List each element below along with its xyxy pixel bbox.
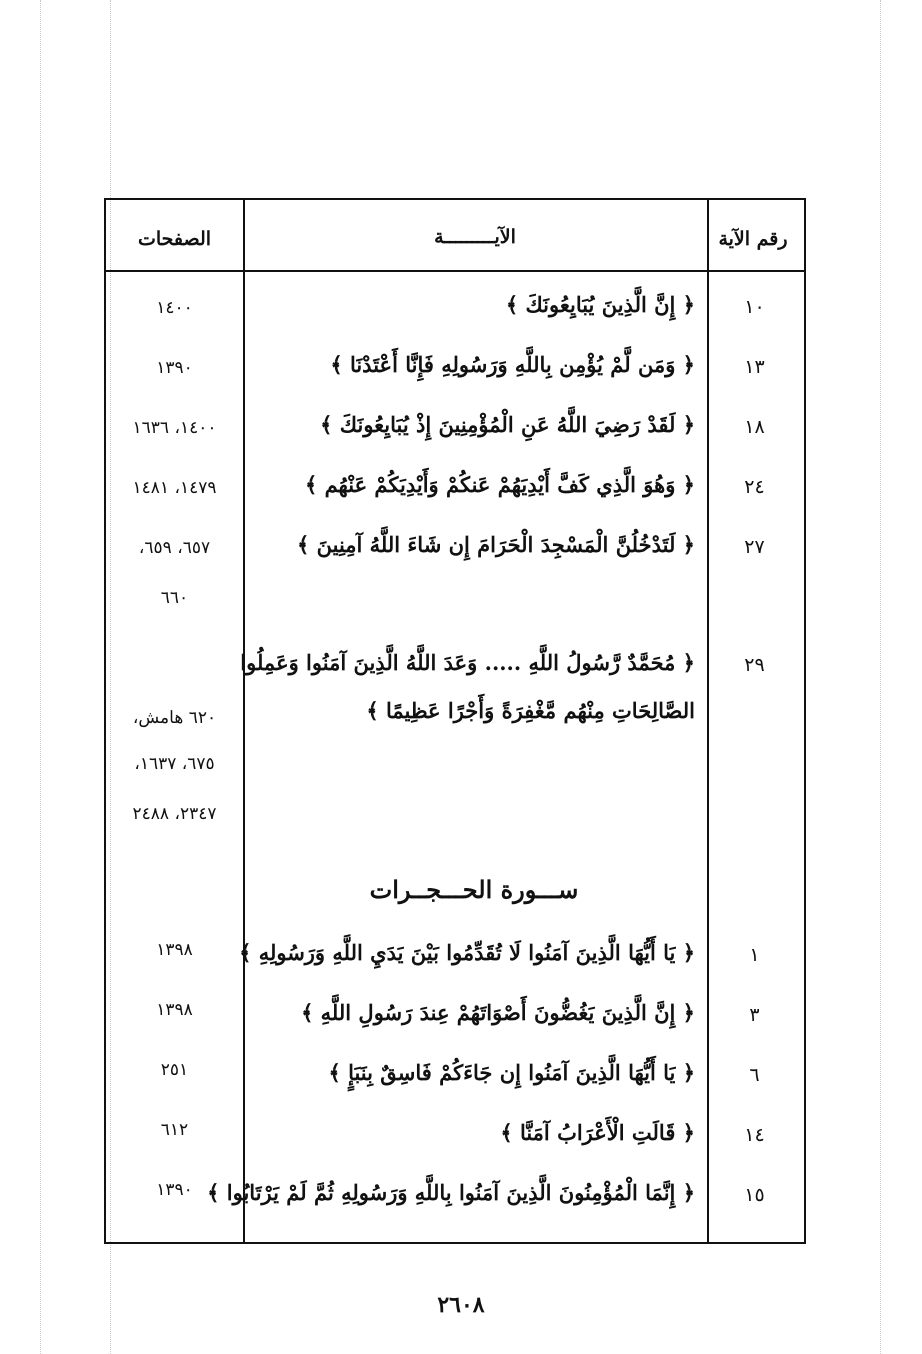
verse-text: ﴿ وَمَن لَّمْ يُؤْمِن بِاللَّهِ وَرَسُولِهِ فَإِنَّا أَعْتَدْنَا ﴾	[330, 352, 695, 377]
scan-artifact-right	[880, 0, 881, 1354]
verse-text: ﴿ إِنَّ الَّذِينَ يُبَايِعُونَكَ ﴾	[505, 292, 695, 317]
verse-pages: ١٣٩٠	[156, 1180, 193, 1200]
verse-pages: ٢٥١	[160, 1060, 189, 1080]
verse-number: ٦	[749, 1064, 760, 1086]
verse-pages-continued: ٦٧٥، ١٦٣٧،	[134, 754, 215, 774]
verse-number: ١٥	[744, 1184, 765, 1206]
verse-text: ﴿ يَا أَيُّهَا الَّذِينَ آمَنُوا لَا تُقَدِّمُوا بَيْنَ يَدَيِ اللَّهِ وَرَسُولِهِ ﴾	[239, 940, 695, 965]
column-divider-number	[707, 200, 709, 1242]
verse-pages: ١٤٠٠، ١٦٣٦	[132, 418, 217, 438]
surah-title: ســـورة الحـــجــرات	[369, 875, 579, 904]
header-divider	[106, 270, 804, 272]
index-table	[104, 198, 806, 1244]
verse-text: ﴿ لَتَدْخُلُنَّ الْمَسْجِدَ الْحَرَامَ إِن شَاءَ اللَّهُ آمِنِينَ ﴾	[297, 532, 695, 557]
verse-number: ٢٧	[744, 536, 765, 558]
verse-pages: ١٣٩٨	[156, 1000, 193, 1020]
header-verse: الآيـــــــــة	[434, 226, 516, 248]
verse-pages: ٦٥٧، ٦٥٩،	[138, 538, 211, 558]
verse-text-line-2: الصَّالِحَاتِ مِنْهُم مَّغْفِرَةً وَأَجْرًا عَظِيمًا ﴾	[366, 698, 695, 723]
verse-text: ﴿ إِنَّمَا الْمُؤْمِنُونَ الَّذِينَ آمَنُوا بِاللَّهِ وَرَسُولِهِ ثُمَّ لَمْ يَرْتَابُوا ﴾	[207, 1180, 695, 1205]
verse-number: ١٤	[744, 1124, 765, 1146]
verse-pages: ١٣٩٠	[156, 358, 193, 378]
verse-text: ﴿ لَقَدْ رَضِيَ اللَّهُ عَنِ الْمُؤْمِنِينَ إِذْ يُبَايِعُونَكَ ﴾	[320, 412, 695, 437]
verse-text: ﴿ إِنَّ الَّذِينَ يَغُضُّونَ أَصْوَاتَهُمْ عِندَ رَسُولِ اللَّهِ ﴾	[301, 1000, 695, 1025]
verse-number: ١	[749, 944, 760, 966]
verse-text: ﴿ قَالَتِ الْأَعْرَابُ آمَنَّا ﴾	[500, 1120, 695, 1145]
verse-pages-continued: ٢٣٤٧، ٢٤٨٨	[132, 804, 217, 824]
header-pages: الصفحات	[137, 228, 212, 250]
verse-pages-continued: ٦٦٠	[160, 588, 189, 608]
verse-pages: ١٤٧٩، ١٤٨١	[132, 478, 217, 498]
verse-number: ٢٩	[744, 654, 765, 676]
verse-text: ﴿ وَهُوَ الَّذِي كَفَّ أَيْدِيَهُمْ عَنكُمْ وَأَيْدِيَكُمْ عَنْهُم ﴾	[304, 472, 695, 497]
verse-number: ٢٤	[744, 476, 765, 498]
verse-text-line-1: ﴿ مُحَمَّدٌ رَّسُولُ اللَّهِ ..... وَعَدَ اللَّهُ الَّذِينَ آمَنُوا وَعَمِلُوا	[240, 650, 695, 675]
verse-pages: ٦١٢	[160, 1120, 189, 1140]
verse-number: ٣	[749, 1004, 760, 1026]
verse-text: ﴿ يَا أَيُّهَا الَّذِينَ آمَنُوا إِن جَاءَكُمْ فَاسِقٌ بِنَبَإٍ ﴾	[328, 1060, 695, 1085]
page-number: ٢٦٠٨	[437, 1292, 485, 1318]
header-verse-number: رقم الآية	[718, 228, 788, 250]
verse-number: ١٠	[744, 296, 765, 318]
verse-pages: ١٣٩٨	[156, 940, 193, 960]
verse-pages: ٦٢٠ هامش،	[132, 708, 217, 728]
scan-artifact-left	[40, 0, 41, 1354]
verse-number: ١٣	[744, 356, 765, 378]
verse-number: ١٨	[744, 416, 765, 438]
verse-pages: ١٤٠٠	[156, 298, 193, 318]
